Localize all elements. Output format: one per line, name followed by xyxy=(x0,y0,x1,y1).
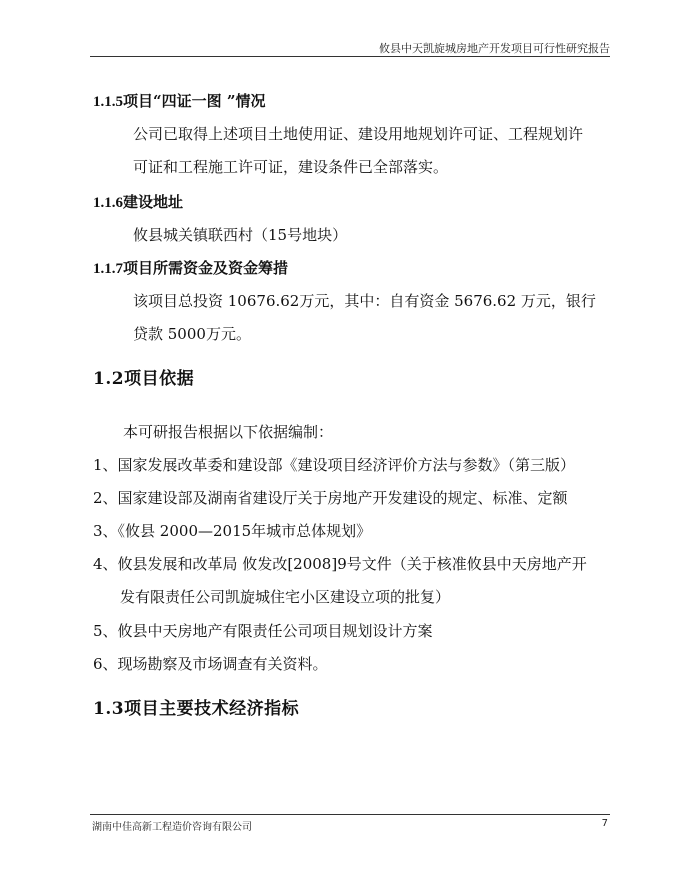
running-header: 攸县中天凯旋城房地产开发项目可行性研究报告 xyxy=(379,42,610,55)
header-divider xyxy=(90,56,610,57)
section-1-1-6-heading xyxy=(93,192,183,213)
footer-company-name: 湖南中佳高新工程造价咨询有限公司 xyxy=(92,822,252,833)
section-1-1-7-body-line-1: 该项目总投资 10676.62万元，其中：自有资金 5676.62 万元，银行 xyxy=(133,292,596,310)
section-1-1-7-heading xyxy=(93,258,288,279)
section-1-2-heading: 1.2项目依据 xyxy=(93,369,195,389)
section-title: 项目所需资金及资金筹措 xyxy=(123,259,289,277)
section-title: 建设地址 xyxy=(123,193,184,211)
section-number: 1.1.5 xyxy=(93,94,123,110)
basis-list-item-continuation: 发有限责任公司凯旋城住宅小区建设立项的批复） xyxy=(120,588,451,606)
basis-list-item: 4、攸县发展和改革局 攸发改[2008]9号文件（关于核准攸县中天房地产开 xyxy=(93,555,587,573)
section-1-1-5-body-line-1: 公司已取得上述项目土地使用证、建设用地规划许可证、工程规划许 xyxy=(133,125,584,143)
section-1-1-5-body-line-2: 可证和工程施工许可证，建设条件已全部落实。 xyxy=(133,158,449,176)
section-number: 1.1.6 xyxy=(93,195,123,211)
section-number: 1.1.7 xyxy=(93,261,123,277)
section-1-1-7-body-line-2: 贷款 5000万元。 xyxy=(133,325,251,343)
section-title: 项目“四证一图 ”情况 xyxy=(123,92,266,110)
section-1-3-heading: 1.3项目主要技术经济指标 xyxy=(93,699,300,719)
basis-list-item: 3、《攸县 2000—2015年城市总体规划》 xyxy=(93,522,372,540)
basis-list-item: 5、攸县中天房地产有限责任公司项目规划设计方案 xyxy=(93,622,433,640)
section-1-1-6-body-line-1: 攸县城关镇联西村（15号地块） xyxy=(133,226,348,244)
basis-list-item: 2、国家建设部及湖南省建设厅关于房地产开发建设的规定、标准、定额 xyxy=(93,489,568,507)
section-1-2-intro: 本可研报告根据以下依据编制： xyxy=(123,423,334,441)
basis-list-item: 1、国家发展改革委和建设部《建设项目经济评价方法与参数》（第三版） xyxy=(93,456,576,474)
page-number: 7 xyxy=(601,818,608,829)
basis-list-item: 6、现场勘察及市场调查有关资料。 xyxy=(93,655,328,673)
footer-divider xyxy=(90,814,610,815)
section-1-1-5-heading xyxy=(93,91,265,112)
